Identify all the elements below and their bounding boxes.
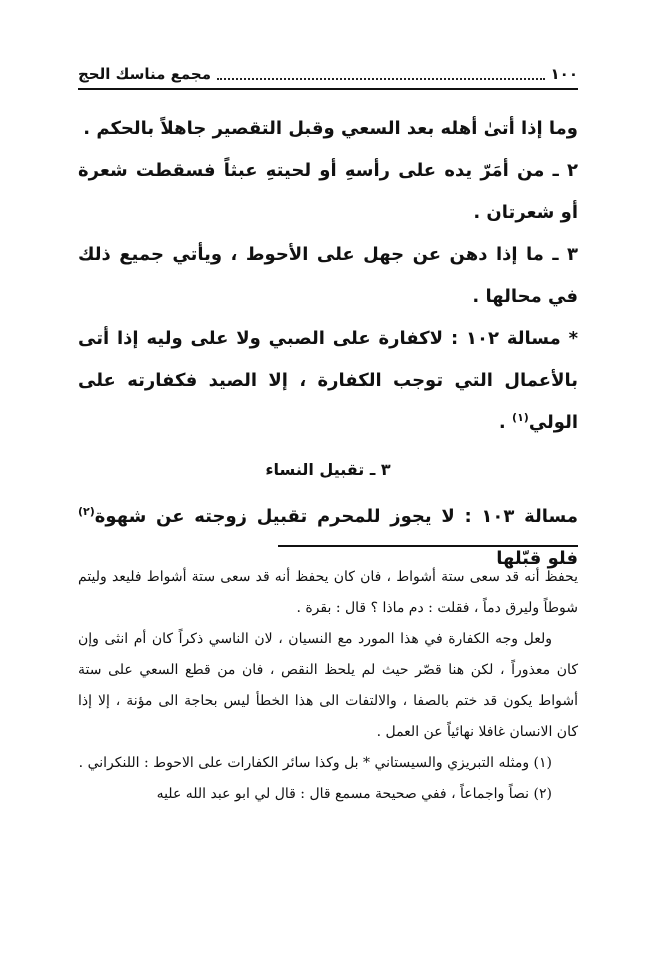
issue-102-end: .: [498, 412, 513, 433]
issue-102: [78, 318, 578, 444]
body-line-1: وما إذا أتىٰ أهله بعد السعي وقبل التقصير جاهلاً بالحكم .: [83, 118, 578, 139]
footnote-ref-2[interactable]: (٢): [78, 505, 95, 518]
list-item-3: ٣ ـ ما إذا دهن عن جهل على الأحوط ، ويأتي جميع ذلك في محالها .: [78, 244, 578, 307]
footnote-2: (٢) نصاً واجماعاً ، ففي صحيحة مسمع قال : قال لي ابو عبد الله عليه: [156, 786, 552, 802]
header-dot-leader: [217, 77, 545, 80]
main-text: [78, 108, 578, 580]
book-title: مجمع مناسك الحج: [78, 65, 212, 83]
issue-102-label: * مسالة ١٠٢ :: [450, 328, 578, 349]
issue-102-text: لاكفارة على الصبي ولا على وليه إذا أتى بالأعمال التي توجب الكفارة ، إلا الصيد فكفارته على الولي: [78, 328, 578, 433]
running-header: [78, 62, 578, 86]
list-item-2: ٢ ـ من أمَرّ يده على رأسهِ أو لحيتهِ عبثاً فسقطت شعرة أو شعرتان .: [78, 160, 578, 223]
header-rule: [78, 88, 578, 90]
footnotes: [78, 562, 578, 810]
footnote-ref-1[interactable]: (١): [512, 411, 529, 424]
issue-103-end: فلو قبّلها: [496, 548, 578, 569]
page-number: ١٠٠: [550, 65, 578, 83]
footnote-continuation-1: يحفظ أنه قد سعى ستة أشواط ، فان كان يحفظ أنه قد سعى ستة أشواط فليعد وليتم شوطاً وليرق دماً ، فقلت : دم ماذا ؟ قال : بقرة .: [78, 569, 578, 616]
footnote-1: (١) ومثله التبريزي والسيستاني * بل وكذا سائر الكفارات على الاحوط : اللنكراني .: [78, 755, 552, 771]
section-heading: ٣ ـ تقبيل النساء: [265, 460, 391, 479]
issue-103-label: مسالة ١٠٣ :: [464, 506, 578, 527]
footnote-separator: [278, 545, 578, 547]
issue-103-text: لا يجوز للمحرم تقبيل زوجته عن شهوة: [94, 506, 455, 527]
footnote-continuation-2: ولعل وجه الكفارة في هذا المورد مع النسيان ، لان الناسي ذكراً كان أم انثى وإن كان معذوراً ، لكن هنا قصّر حيث لم يلحظ النقص ، فان من قطع السعي على ستة أشواط يكون قد ختم بالصفا ، والالتفات الى هذا الخطأ ليس بحاجة الى مؤنة ، إلا إذا كان الانسان غافلا نهائياً عن العمل .: [78, 631, 578, 740]
